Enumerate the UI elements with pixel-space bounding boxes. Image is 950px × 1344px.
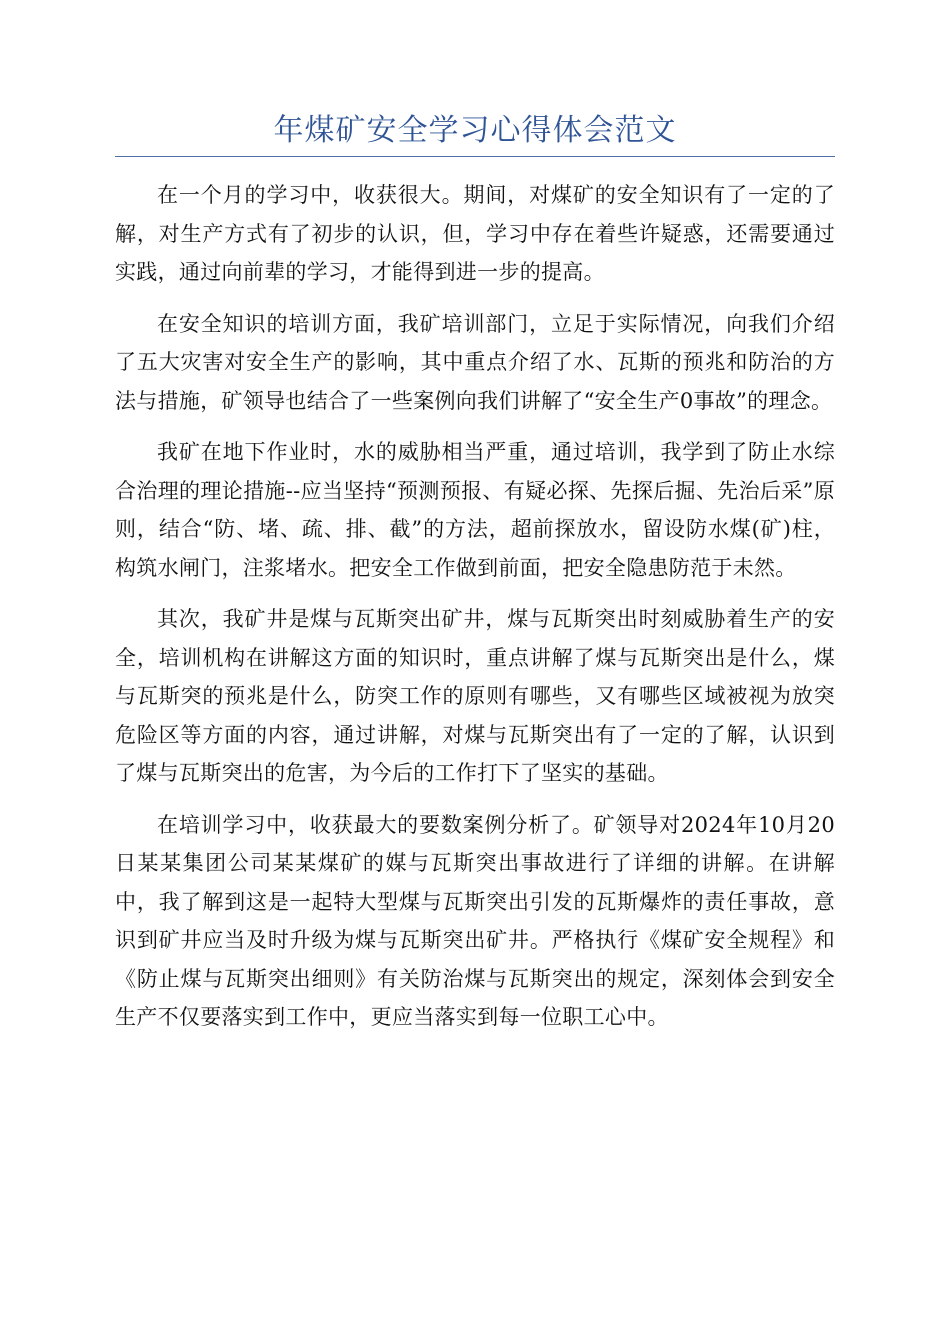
paragraph-5: 在培训学习中，收获最大的要数案例分析了。矿领导对2024年10月20日某某集团公司某某煤矿的媒与瓦斯突出事故进行了详细的讲解。在讲解中，我了解到这是一起特大型煤与瓦斯突出引发的瓦斯爆炸的责任事故，意识到矿井应当及时升级为煤与瓦斯突出矿井。严格执行《煤矿安全规程》和《防止煤与瓦斯突出细则》有关防治煤与瓦斯突出的规定，深刻体会到安全生产不仅要落实到工作中，更应当落实到每一位职工心中。 (115, 812, 835, 1029)
paragraph-1: 在一个月的学习中，收获很大。期间，对煤矿的安全知识有了一定的了解，对生产方式有了初步的认识，但，学习中存在着些许疑惑，还需要通过实践，通过向前辈的学习，才能得到进一步的提高。 (115, 183, 835, 284)
paragraph-4: 其次，我矿井是煤与瓦斯突出矿井，煤与瓦斯突出时刻威胁着生产的安全，培训机构在讲解这方面的知识时，重点讲解了煤与瓦斯突出是什么，煤与瓦斯突的预兆是什么，防突工作的原则有哪些，又有哪些区域被视为放突危险区等方面的内容，通过讲解，对煤与瓦斯突出有了一定的了解，认识到了煤与瓦斯突出的危害，为今后的工作打下了坚实的基础。 (115, 607, 835, 785)
title-block (115, 108, 835, 157)
document-body (115, 176, 835, 1050)
paragraph-2: 在安全知识的培训方面，我矿培训部门，立足于实际情况，向我们介绍了五大灾害对安全生产的影响，其中重点介绍了水、瓦斯的预兆和防治的方法与措施，矿领导也结合了一些案例向我们讲解了“安全生产0事故”的理念。 (115, 311, 835, 413)
paragraph-3: 我矿在地下作业时，水的威胁相当严重，通过培训，我学到了防止水综合治理的理论措施--应当坚持“预测预报、有疑必探、先探后掘、先治后采”原则，结合“防、堵、疏、排、截”的方法，超前探放水，留设防水煤(矿)柱，构筑水闸门，注浆堵水。把安全工作做到前面，把安全隐患防范于未然。 (115, 440, 835, 580)
document-title: 年煤矿安全学习心得体会范文 (273, 113, 677, 148)
